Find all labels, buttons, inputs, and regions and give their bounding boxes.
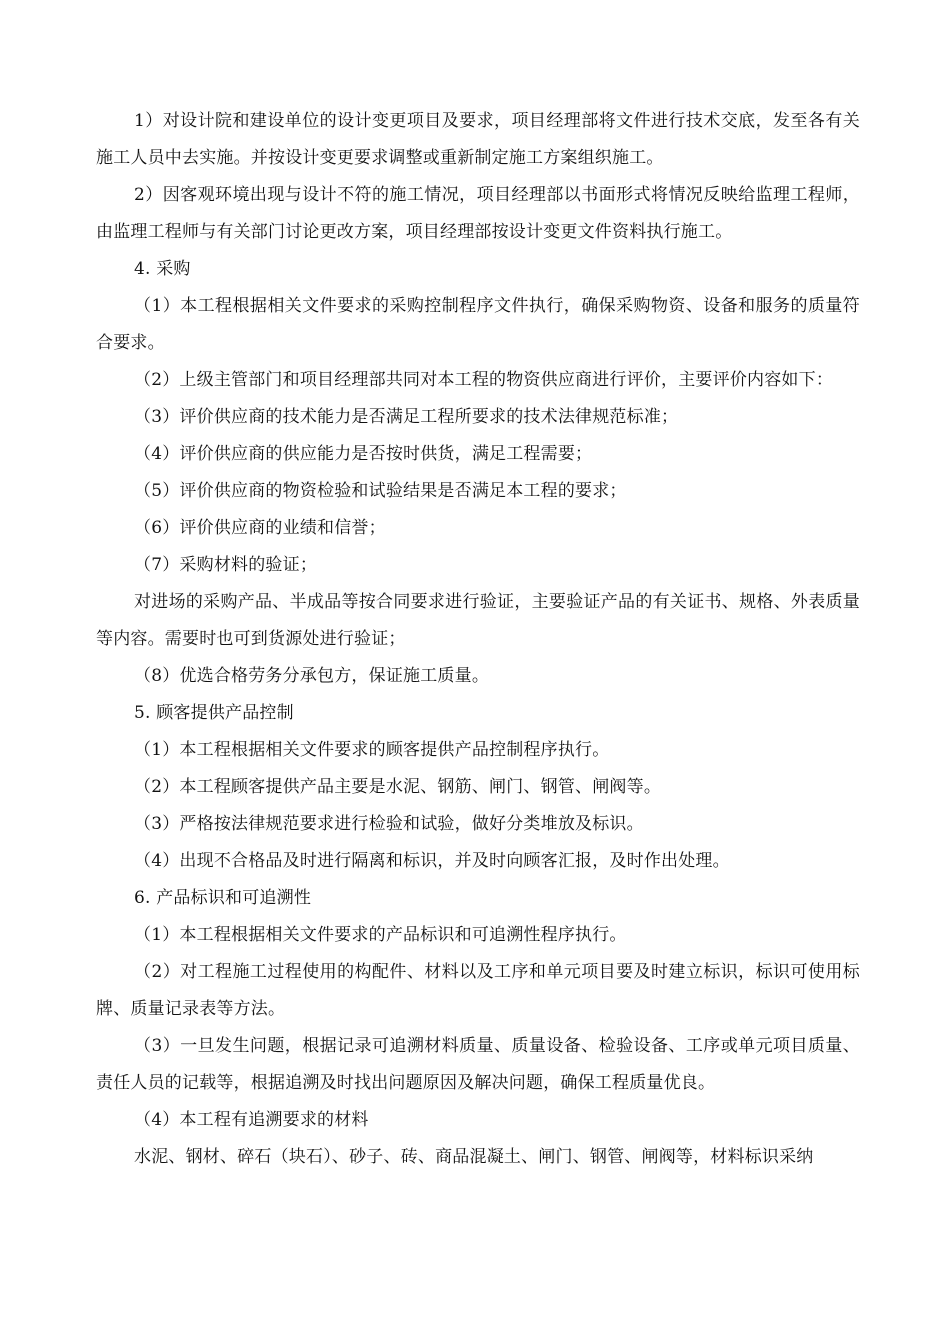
section-heading-traceability: 6. 产品标识和可追溯性 (134, 888, 312, 908)
paragraph-customer-products-2: （2）本工程顾客提供产品主要是水泥、钢筋、闸门、钢管、闸阀等。 (134, 777, 662, 797)
section-heading-procurement: 4. 采购 (134, 259, 191, 279)
paragraph-traceability-2: （2）对工程施工过程使用的构配件、材料以及工序和单元项目要及时建立标识，标识可使用标牌、质量记录表等方法。 (96, 962, 860, 1019)
paragraph-customer-products-3: （3）严格按法律规范要求进行检验和试验，做好分类堆放及标识。 (134, 814, 644, 834)
paragraph-procurement-5: （5）评价供应商的物资检验和试验结果是否满足本工程的要求； (134, 481, 627, 501)
paragraph-procurement-6: （6）评价供应商的业绩和信誉； (134, 518, 386, 538)
section-heading-customer-products: 5. 顾客提供产品控制 (134, 703, 294, 723)
paragraph-design-change-1: 1）对设计院和建设单位的设计变更项目及要求，项目经理部将文件进行技术交底，发至各有关施工人员中去实施。并按设计变更要求调整或重新制定施工方案组织施工。 (96, 111, 860, 168)
paragraph-procurement-1: （1）本工程根据相关文件要求的采购控制程序文件执行，确保采购物资、设备和服务的质量符合要求。 (96, 296, 860, 353)
paragraph-traceability-1: （1）本工程根据相关文件要求的产品标识和可追溯性程序执行。 (134, 925, 627, 945)
paragraph-procurement-verification: 对进场的采购产品、半成品等按合同要求进行验证，主要验证产品的有关证书、规格、外表质量等内容。需要时也可到货源处进行验证； (96, 592, 860, 649)
document-body (96, 103, 860, 1176)
paragraph-design-change-2: 2）因客观环境出现与设计不符的施工情况，项目经理部以书面形式将情况反映给监理工程师，由监理工程师与有关部门讨论更改方案，项目经理部按设计变更文件资料执行施工。 (96, 185, 860, 242)
paragraph-procurement-4: （4）评价供应商的供应能力是否按时供货，满足工程需要； (134, 444, 593, 464)
paragraph-customer-products-1: （1）本工程根据相关文件要求的顾客提供产品控制程序执行。 (134, 740, 610, 760)
paragraph-traceability-3: （3）一旦发生问题，根据记录可追溯材料质量、质量设备、检验设备、工序或单元项目质量、责任人员的记载等，根据追溯及时找出问题原因及解决问题，确保工程质量优良。 (96, 1036, 860, 1093)
paragraph-traceable-materials: 水泥、钢材、碎石（块石）、砂子、砖、商品混凝土、闸门、钢管、闸阀等，材料标识采纳 (134, 1147, 814, 1167)
paragraph-procurement-8: （8）优选合格劳务分承包方，保证施工质量。 (134, 666, 490, 686)
paragraph-procurement-7: （7）采购材料的验证； (134, 555, 318, 575)
paragraph-customer-products-4: （4）出现不合格品及时进行隔离和标识，并及时向顾客汇报，及时作出处理。 (134, 851, 730, 871)
paragraph-procurement-3: （3）评价供应商的技术能力是否满足工程所要求的技术法律规范标准； (134, 407, 679, 427)
paragraph-procurement-2: （2）上级主管部门和项目经理部共同对本工程的物资供应商进行评价，主要评价内容如下： (134, 370, 834, 390)
paragraph-traceability-4: （4）本工程有追溯要求的材料 (134, 1110, 369, 1130)
